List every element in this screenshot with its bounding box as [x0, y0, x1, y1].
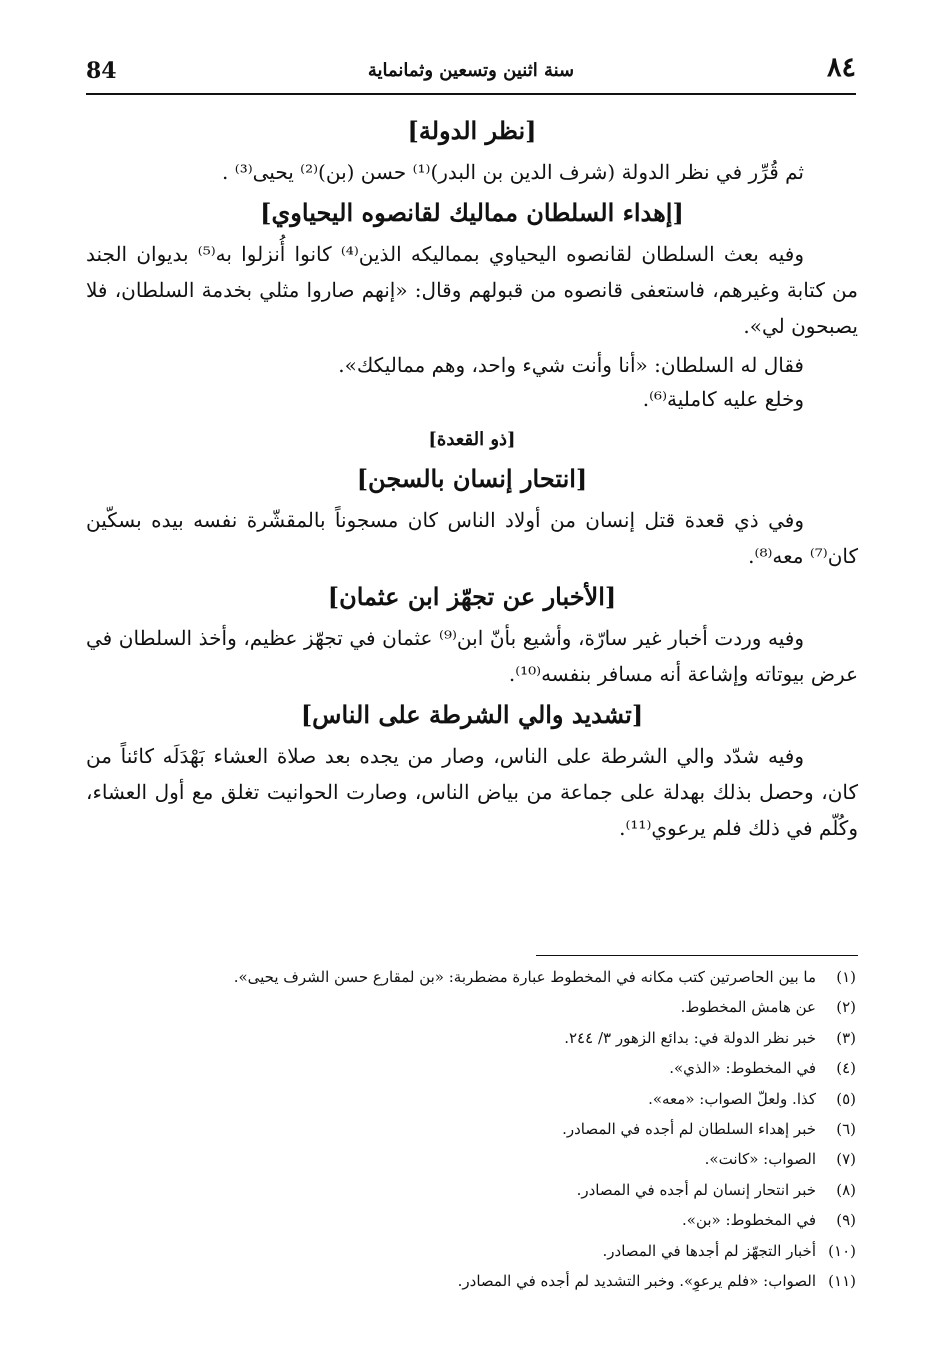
footnote — [86, 962, 858, 992]
footnote — [86, 992, 858, 1022]
header-rule — [86, 93, 856, 95]
footnote-text: ما بين الحاصرتين كتب مكانه في المخطوط عبارة مضطربة: «بن لمقارع حسن الشرف يحيى». — [233, 968, 816, 986]
footnote — [86, 1084, 858, 1114]
quote-line: فقال له السلطان: «أنا وأنت شيء واحد، وهم مماليكك». — [338, 353, 804, 377]
running-title: سنة اثنين وتسعين وثمانماية — [367, 60, 575, 81]
footnote-text: كذا. ولعلّ الصواب: «معه». — [648, 1089, 816, 1108]
page-header — [86, 52, 856, 92]
quote-line: وخلع عليه كاملية⁽⁶⁾. — [642, 387, 804, 411]
footnote-text: الصواب: «كانت». — [704, 1150, 816, 1169]
footnote-number: (١) — [836, 968, 856, 986]
footnote — [86, 1053, 858, 1083]
footnote — [86, 1023, 858, 1053]
section-heading: [انتحار إنسان بالسجن] — [356, 464, 588, 493]
footnote-number: (٣) — [836, 1028, 856, 1047]
paragraph: ثم قُرِّر في نظر الدولة (شرف الدين بن البدر)⁽¹⁾ حسن (بن)⁽²⁾ يحيى⁽³⁾ . — [222, 160, 804, 184]
section-heading: [تشديد والي الشرطة على الناس] — [300, 700, 644, 729]
month-heading: [ذو القعدة] — [428, 429, 516, 450]
footnote — [86, 1144, 858, 1174]
footnote — [86, 1266, 858, 1296]
footnote-number: (٥) — [836, 1089, 856, 1108]
paragraph: وفيه وردت أخبار غير سارّة، وأشيع بأنّ ابن⁽⁹⁾ عثمان في تجهّز عظيم، وأخذ السلطان في عرض بيوتاته وإشاعة أنه مسافر بنفسه⁽¹⁰⁾. — [86, 626, 858, 686]
footnote-number: (٦) — [836, 1120, 856, 1139]
footnote-text: خبر إهداء السلطان لم أجده في المصادر. — [562, 1120, 816, 1139]
footnote-rule — [536, 955, 858, 956]
footnote-text: في المخطوط: «الذي». — [669, 1059, 816, 1078]
footnote-text: خبر نظر الدولة في: بدائع الزهور ٣/ ٢٤٤. — [564, 1028, 816, 1047]
footnote-text: خبر انتحار إنسان لم أجده في المصادر. — [576, 1180, 816, 1199]
footnote-number: (٧) — [836, 1150, 856, 1169]
section-heading: [نظر الدولة] — [407, 116, 537, 145]
footnote-number: (٤) — [836, 1059, 856, 1078]
footnote — [86, 1205, 858, 1235]
footnotes — [86, 962, 858, 1296]
paragraph: وفي ذي قعدة قتل إنسان من أولاد الناس كان مسجوناً بالمقشّرة نفسه بيده بسكّين كان⁽⁷⁾ معه⁽⁸⁾. — [86, 508, 858, 568]
section-heading: [إهداء السلطان مماليك لقانصوه اليحياوي] — [260, 198, 684, 227]
section-heading: [الأخبار عن تجهّز ابن عثمان] — [327, 582, 617, 611]
paragraph: وفيه بعث السلطان لقانصوه اليحياوي بمماليكه الذين⁽⁴⁾ كانوا أُنزلوا به⁽⁵⁾ بديوان الجند من كتابة وغيرهم، فاستعفى قانصوه من قبولهم وقال: «إنهم صاروا مثلي بخدمة السلطان، فلا يصبحون لي». — [86, 242, 858, 338]
page-number-arabic: ٨٤ — [826, 52, 856, 83]
footnote-text: في المخطوط: «بن». — [682, 1211, 816, 1230]
footnote-number: (١٠) — [828, 1241, 856, 1260]
paragraph: وفيه شدّد والي الشرطة على الناس، وصار من يجده بعد صلاة العشاء بَهْدَلَه كائناً من كان، وحصل بذلك بهدلة على جماعة من بياض الناس، وصارت الحوانيت تغلق مع أول العشاء، وكُلّم في ذلك فلم يرعوي⁽¹¹⁾. — [86, 744, 858, 840]
footnote-text: عن هامش المخطوط. — [680, 998, 816, 1017]
footnote-text: الصواب: «فلم يرعوِ». وخبر التشديد لم أجده في المصادر. — [457, 1272, 816, 1291]
footnote — [86, 1236, 858, 1266]
footnote — [86, 1175, 858, 1205]
page-number-latin: 84 — [86, 58, 117, 84]
main-text — [86, 108, 858, 850]
footnote-text: أخبار التجهّز لم أجدها في المصادر. — [602, 1241, 816, 1260]
footnote-number: (٨) — [836, 1180, 856, 1199]
footnote-number: (٩) — [836, 1211, 856, 1230]
footnote-number: (٢) — [836, 998, 856, 1017]
footnote — [86, 1114, 858, 1144]
footnote-number: (١١) — [828, 1272, 856, 1291]
